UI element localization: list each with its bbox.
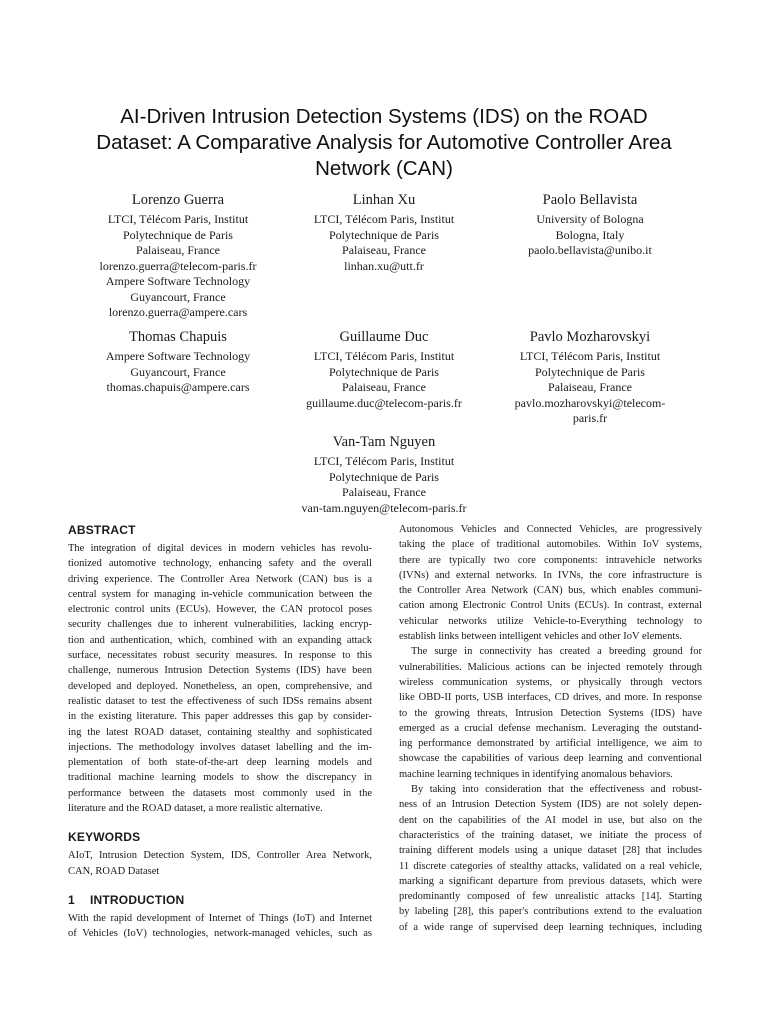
introduction-heading — [68, 892, 372, 908]
text-line: (IVNs) and external networks. In IVNs, the core infrastructure is — [399, 569, 702, 581]
author-affiliation: LTCI, Télécom Paris, Institut — [519, 349, 661, 363]
text-line: driving experience. The Controller Area Network (CAN) bus is a — [68, 573, 372, 585]
author-name: Thomas Chapuis — [129, 329, 227, 345]
text-line: security challenges due to inherent vulnerabilities, lacking encryp- — [68, 619, 372, 631]
introduction-paragraph — [68, 911, 372, 942]
text-line: of Vehicles (IoV) technologies, network-managed vehicles, such as — [68, 928, 372, 940]
text-line: vulnerabilities. Malicious actions can be injected remotely through — [399, 661, 702, 673]
text-line: taking the place of traditional automobiles. Within IoV systems, — [399, 539, 702, 551]
text-line: Autonomous Vehicles and Connected Vehicles, are progressively — [399, 524, 702, 535]
author-name: Van-Tam Nguyen — [332, 434, 436, 450]
right-column — [399, 522, 702, 935]
author-email: lorenzo.guerra@telecom-paris.fr — [99, 258, 257, 273]
text-line: tionized automotive technology, enhancing safety and the overall — [68, 558, 372, 570]
author-affiliation: Palaiseau, France — [136, 243, 220, 257]
author-affiliation: Palaiseau, France — [342, 243, 426, 257]
author-block — [475, 328, 705, 427]
author-email: pavlo.mozharovskyi@telecom- — [514, 395, 666, 410]
text-line: AIoT, Intrusion Detection System, IDS, Controller Area Network, — [68, 850, 372, 862]
text-line: ing the latest ROAD dataset, containing stealthy and sophisticated — [68, 726, 372, 738]
author-email: van-tam.nguyen@telecom-paris.fr — [301, 500, 467, 515]
text-line: realistic dataset to test the effectiveness of such IDSs remains absent — [68, 695, 372, 707]
author-name: Linhan Xu — [352, 192, 416, 208]
author-affiliation: LTCI, Télécom Paris, Institut — [313, 349, 455, 363]
author-affiliation: Ampere Software Technology — [105, 274, 251, 288]
author-block — [63, 191, 293, 321]
text-line: there are typically two core components: intravehicle networks — [399, 554, 702, 566]
author-affiliation: Polytechnique de Paris — [329, 364, 439, 379]
text-line: predominantly composed of few unrealistic attacks [14]. Starting — [399, 891, 702, 903]
text-line: of a wide range of supervised deep learning techniques, including — [399, 921, 702, 933]
left-column — [68, 522, 372, 942]
author-affiliation: Palaiseau, France — [548, 380, 632, 394]
author-affiliation: LTCI, Télécom Paris, Institut — [313, 212, 455, 226]
paper-title — [40, 104, 728, 182]
author-affiliation: Polytechnique de Paris — [329, 227, 439, 242]
text-line: developed and deployed. Nonetheless, an open, comprehensive, and — [68, 680, 372, 692]
text-line: With the rapid development of Internet of Things (IoT) and Internet — [68, 912, 372, 924]
text-line: dent on the capabilities of the AI model in use, but also on the — [399, 814, 702, 826]
author-block — [63, 328, 293, 396]
text-line: By taking into consideration that the effectiveness and robust- — [411, 784, 702, 796]
text-line: challenge, numerous Intrusion Detection Systems (IDS) have been — [68, 665, 372, 677]
author-affiliation: University of Bologna — [536, 212, 644, 226]
author-block — [269, 433, 499, 516]
text-line: the Controller Area Network (CAN) bus, which enables communi- — [399, 585, 702, 597]
author-affiliation: LTCI, Télécom Paris, Institut — [107, 212, 249, 226]
section-title: INTRODUCTION — [90, 892, 185, 907]
text-line: CAN, ROAD Dataset — [68, 865, 160, 877]
author-block — [269, 191, 499, 274]
author-affiliation: Guyancourt, France — [130, 289, 226, 304]
author-affiliation: LTCI, Télécom Paris, Institut — [313, 454, 455, 468]
author-email: paris.fr — [572, 411, 608, 425]
text-line: emerged as a crucial defense mechanism. Leveraging the outstand- — [399, 722, 702, 734]
author-email: paolo.bellavista@unibo.it — [528, 243, 652, 257]
author-affiliation: Polytechnique de Paris — [123, 227, 233, 242]
title-line: Dataset: A Comparative Analysis for Automotive Controller Area — [96, 131, 672, 154]
text-line: The integration of digital devices in modern vehicles has revolu- — [68, 543, 372, 554]
author-affiliation: Bologna, Italy — [555, 227, 625, 242]
text-line: ing performance demonstrated by artificial intelligence, we aim to — [399, 738, 702, 750]
intro-paragraph-2 — [399, 644, 702, 782]
text-line: central system for managing in-vehicle communication between the — [68, 588, 372, 600]
author-block — [475, 191, 705, 259]
text-line: by labeling [28], this paper's contributions extend to the evaluation — [399, 906, 702, 918]
text-line: performance between the datasets most commonly used in the — [68, 787, 372, 799]
author-name: Pavlo Mozharovskyi — [529, 329, 651, 345]
text-line: ness of an Intrusion Detection System (IDS) are not solely depen- — [399, 799, 702, 811]
title-line: AI-Driven Intrusion Detection Systems (IDS) on the ROAD — [120, 105, 648, 128]
text-line: like OBD-II ports, USB interfaces, CD drives, and more. In response — [399, 692, 702, 704]
text-line: traditional machine learning models to show the discrepancy in — [68, 772, 372, 784]
text-line: injections. The methodology involves dataset labelling and the im- — [68, 741, 372, 753]
text-line: literature and the ROAD dataset, a more realistic alternative. — [68, 803, 323, 815]
text-line: wireless communication systems, or physically through vectors — [399, 676, 702, 688]
section-number: 1 — [68, 892, 75, 907]
author-email: thomas.chapuis@ampere.cars — [106, 380, 250, 394]
text-line: The surge in connectivity has created a breeding ground for — [411, 646, 702, 658]
intro-paragraph-1 — [399, 522, 702, 644]
text-line: in the existing literature. This paper addresses this gap by consider- — [68, 711, 372, 723]
author-email: lorenzo.guerra@ampere.cars — [108, 305, 248, 319]
text-line: vehicular networks utilize Vehicle-to-Everything technology to — [399, 615, 702, 627]
intro-paragraph-3 — [399, 782, 702, 935]
text-line: to the growing threats, Intrusion Detection Systems (IDS) have — [399, 707, 702, 719]
text-line: plementation of both state-of-the-art deep learning models and — [68, 757, 372, 769]
author-affiliation: Guyancourt, France — [130, 364, 226, 379]
text-line: 11 discrete categories of stealthy attacks, validated on a real vehicle, — [399, 860, 702, 872]
author-affiliation: Palaiseau, France — [342, 380, 426, 394]
author-block — [269, 328, 499, 411]
text-line: marking a significant departure from previous datasets, which were — [399, 875, 702, 887]
author-name: Lorenzo Guerra — [131, 192, 225, 208]
text-line: establish links between intelligent vehicles and other IoV elements. — [399, 631, 682, 643]
abstract-paragraph — [68, 541, 372, 816]
author-name: Guillaume Duc — [339, 329, 429, 345]
title-line: Network (CAN) — [315, 157, 453, 180]
keywords-paragraph — [68, 848, 372, 879]
text-line: training different models using a unique dataset [28] that includes — [399, 845, 702, 857]
author-email: linhan.xu@utt.fr — [344, 258, 424, 273]
text-line: surface, necessitates robust security measures. In response to this — [68, 650, 372, 662]
text-line: characteristics of the training dataset, we initiate the process of — [399, 829, 702, 841]
author-affiliation: Polytechnique de Paris — [329, 469, 439, 484]
text-line: cation among Electronic Control Units (ECUs). In contrast, external — [399, 600, 702, 612]
text-line: electronic control units (ECUs). However, the CAN protocol poses — [68, 604, 372, 616]
author-name: Paolo Bellavista — [542, 192, 638, 208]
text-line: machine learning techniques in identifying anomalous behaviors. — [399, 768, 673, 780]
text-line: showcase the capabilities of various deep learning and conventional — [399, 753, 702, 765]
abstract-heading: ABSTRACT — [68, 523, 136, 537]
author-affiliation: Polytechnique de Paris — [535, 364, 645, 379]
author-email: guillaume.duc@telecom-paris.fr — [306, 395, 462, 410]
keywords-heading: KEYWORDS — [68, 830, 141, 845]
author-affiliation: Palaiseau, France — [342, 485, 426, 499]
author-affiliation: Ampere Software Technology — [105, 349, 251, 363]
text-line: tion and authentication, which, combined with an expanding attack — [68, 634, 372, 646]
